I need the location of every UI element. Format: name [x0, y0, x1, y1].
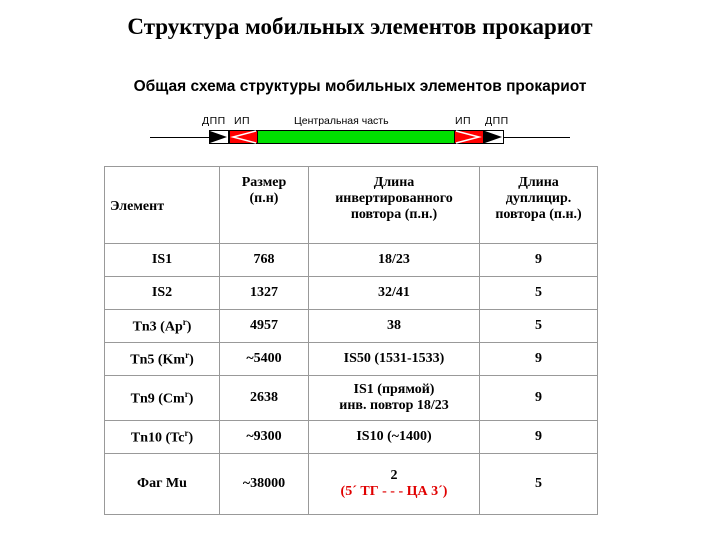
cell-element: IS2 — [105, 277, 220, 310]
right-dup-block — [484, 130, 504, 144]
table-row — [105, 454, 598, 515]
central-part-block — [258, 130, 454, 144]
header-inverted-repeat: Длина инвертированного повтора (п.н.) — [309, 167, 480, 244]
table-row — [105, 343, 598, 376]
cell-inverted-repeat: IS1 (прямой) инв. повтор 18/23 — [309, 376, 480, 421]
cell-duplicated-repeat: 5 — [480, 310, 598, 343]
table-row — [105, 277, 598, 310]
right-inv-label: ИП — [455, 115, 472, 127]
mobile-elements-table — [104, 166, 598, 515]
cell-size: ~38000 — [220, 454, 309, 515]
center-label: Центральная часть — [294, 115, 389, 127]
cell-size: ~9300 — [220, 421, 309, 454]
mobile-element-scheme — [150, 110, 570, 150]
table-row — [105, 376, 598, 421]
cell-element: Tn5 (Km$^r$) — [105, 343, 220, 376]
mu-repeat-sequence: (5´ ТГ - - - ЦА 3´) — [340, 484, 448, 499]
header-element: Элемент — [105, 167, 220, 244]
cell-duplicated-repeat: 5 — [480, 454, 598, 515]
left-dup-block — [209, 130, 229, 144]
cell-size: 2638 — [220, 376, 309, 421]
cell-size: 768 — [220, 244, 309, 277]
cell-duplicated-repeat: 9 — [480, 421, 598, 454]
cell-size: 1327 — [220, 277, 309, 310]
cell-inverted-repeat: IS50 (1531-1533) — [309, 343, 480, 376]
cell-element: Tn10 (Tc$^r$) — [105, 421, 220, 454]
cell-duplicated-repeat: 9 — [480, 343, 598, 376]
cell-element: Фаг Mu — [105, 454, 220, 515]
cell-inverted-repeat: 38 — [309, 310, 480, 343]
cell-duplicated-repeat: 5 — [480, 277, 598, 310]
page-title: Структура мобильных элементов прокариот — [127, 14, 593, 39]
table-header-row — [105, 167, 598, 244]
scheme-subtitle: Общая схема структуры мобильных элементов прокариот — [133, 78, 587, 95]
table-row — [105, 421, 598, 454]
cell-inverted-repeat: IS10 (~1400) — [309, 421, 480, 454]
cell-inverted-repeat: 32/41 — [309, 277, 480, 310]
left-inv-block — [229, 130, 258, 144]
cell-size: 4957 — [220, 310, 309, 343]
cell-element: Tn9 (Cm$^r$) — [105, 376, 220, 421]
table-row — [105, 244, 598, 277]
cell-size: ~5400 — [220, 343, 309, 376]
cell-duplicated-repeat: 9 — [480, 244, 598, 277]
left-dup-label: ДПП — [202, 115, 226, 127]
left-inv-label: ИП — [234, 115, 251, 127]
right-inv-block — [454, 130, 484, 144]
cell-element: IS1 — [105, 244, 220, 277]
cell-inverted-repeat: 2 (5´ ТГ - - - ЦА 3´) — [309, 454, 480, 515]
cell-duplicated-repeat: 9 — [480, 376, 598, 421]
header-size: Размер (п.н) — [220, 167, 309, 244]
right-dup-label: ДПП — [485, 115, 509, 127]
table-row — [105, 310, 598, 343]
header-duplicated-repeat: Длина дуплицир. повтора (п.н.) — [480, 167, 598, 244]
cell-inverted-repeat: 18/23 — [309, 244, 480, 277]
cell-element: Tn3 (Ap$^r$) — [105, 310, 220, 343]
